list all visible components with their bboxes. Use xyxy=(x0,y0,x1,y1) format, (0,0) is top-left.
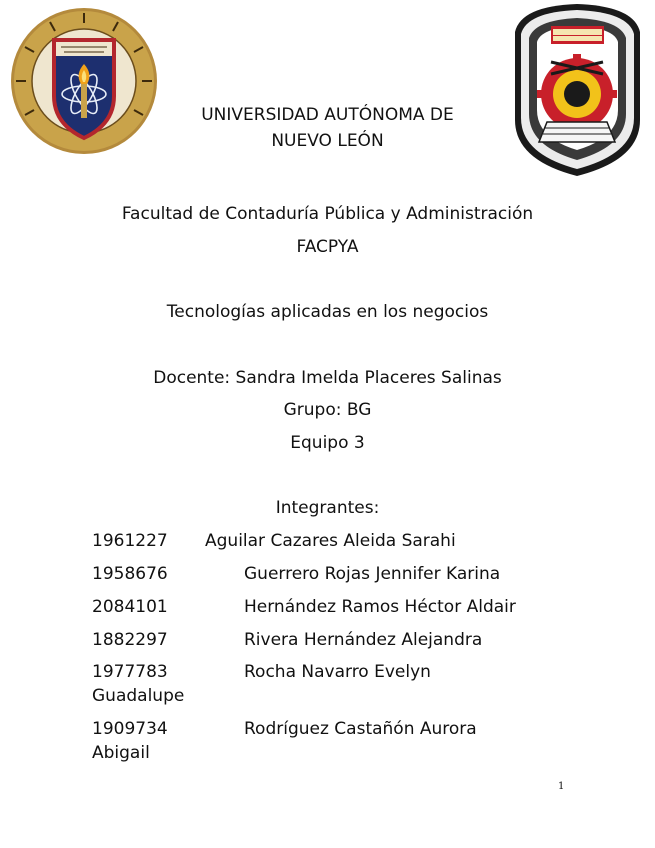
team-line: Equipo 3 xyxy=(290,433,365,453)
member-id: 2084101 xyxy=(92,597,168,617)
member-name: Rivera Hernández Alejandra xyxy=(244,630,483,650)
faculty-name: Facultad de Contaduría Pública y Administración xyxy=(121,204,534,224)
member-name: Rocha Navarro Evelyn xyxy=(244,662,431,682)
member-name: Guerrero Rojas Jennifer Karina xyxy=(244,564,501,584)
course-name: Tecnologías aplicadas en los negocios xyxy=(166,302,489,322)
member-id: 1909734 xyxy=(92,719,168,739)
member-name: Hernández Ramos Héctor Aldair xyxy=(244,597,516,617)
university-title-line-1: UNIVERSIDAD AUTÓNOMA DE xyxy=(201,105,454,125)
member-name-continuation: Guadalupe xyxy=(92,686,185,706)
members-heading: Integrantes: xyxy=(275,498,380,518)
university-title-line-2: NUEVO LEÓN xyxy=(271,131,384,151)
group-line: Grupo: BG xyxy=(283,400,372,420)
faculty-acronym: FACPYA xyxy=(296,237,359,257)
member-name: Aguilar Cazares Aleida Sarahi xyxy=(205,531,456,551)
member-name-continuation: Abigail xyxy=(92,743,150,763)
teacher-line: Docente: Sandra Imelda Placeres Salinas xyxy=(153,368,502,388)
page-number: 1 xyxy=(558,781,565,792)
member-id: 1882297 xyxy=(92,630,168,650)
member-id: 1961227 xyxy=(92,531,168,551)
member-name: Rodríguez Castañón Aurora xyxy=(244,719,477,739)
member-id: 1977783 xyxy=(92,662,168,682)
member-id: 1958676 xyxy=(92,564,168,584)
